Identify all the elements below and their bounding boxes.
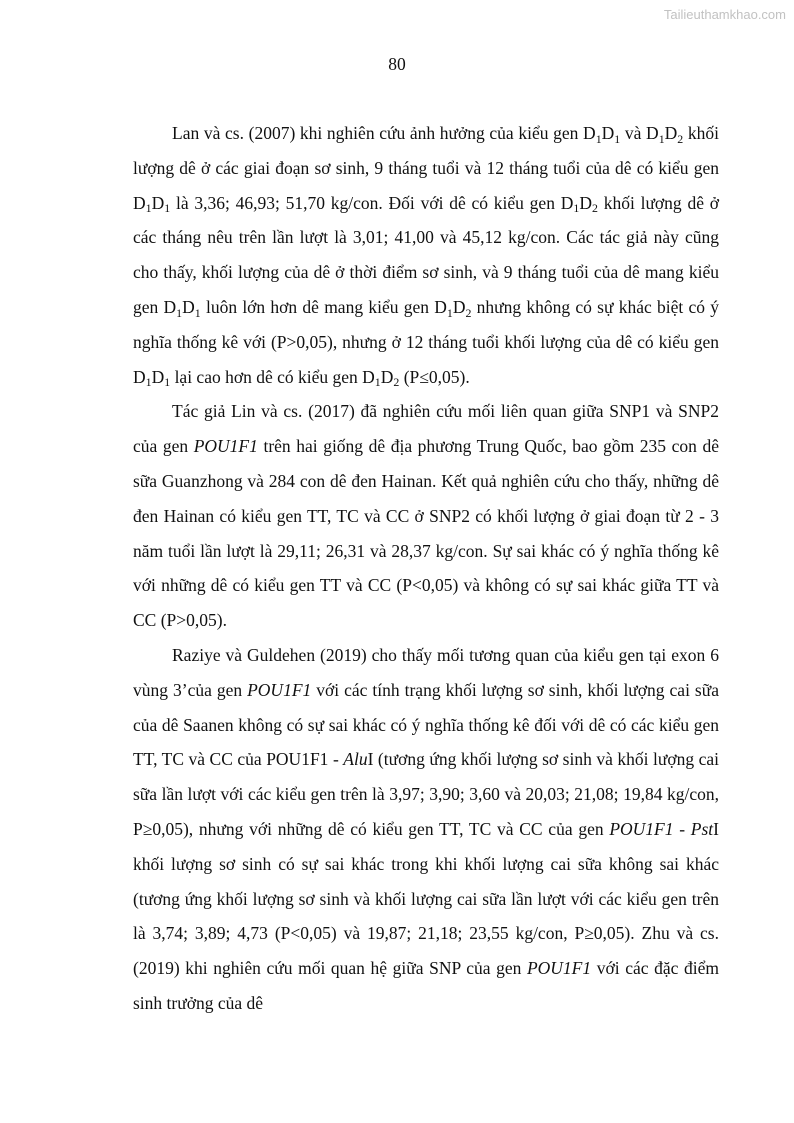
paragraph-2: Tác giả Lin và cs. (2017) đã nghiên cứu mối liên quan giữa SNP1 và SNP2 của gen POU1F1 trên hai giống dê địa phương Trung Quốc, bao gồm 235 con dê sữa Guanzhong và 284 con dê đen Hainan. Kết quả nghiên cứu cho thấy, những dê đen Hainan có kiểu gen TT, TC và CC ở SNP2 có khối lượng ở giai đoạn từ 2 - 3 năm tuổi lần lượt là 29,11; 26,31 và 28,37 kg/con. Sự sai khác có ý nghĩa thống kê với những dê có kiểu gen TT và CC (P<0,05) và không có sự sai khác giữa TT và CC (P>0,05). [133, 401, 719, 631]
gene-enzyme-name: POU1F1 - Pst [609, 818, 714, 839]
page-number: 80 [388, 54, 406, 74]
gene-name: POU1F1 [193, 436, 258, 457]
gene-name: POU1F1 [526, 958, 592, 979]
body-text [133, 116, 719, 1021]
paragraph-3: Raziye và Guldehen (2019) cho thấy mối tương quan của kiểu gen tại exon 6 vùng 3’của gen POU1F1 với các tính trạng khối lượng sơ sinh, khối lượng cai sữa của dê Saanen không có sự sai khác có ý nghĩa thống kê đối với dê có các kiểu gen TT, TC và CC của POU1F1 - AluI (tương ứng khối lượng sơ sinh và khối lượng cai sữa lần lượt với các kiểu gen trên là 3,97; 3,90; 3,60 và 20,03; 21,08; 19,84 kg/con, P≥0,05), nhưng với những dê có kiểu gen TT, TC và CC của gen POU1F1 - PstI khối lượng sơ sinh có sự sai khác trong khi khối lượng cai sữa không sai khác (tương ứng khối lượng sơ sinh và khối lượng cai sữa lần lượt với các kiểu gen trên là 3,74; 3,89; 4,73 (P<0,05) và 19,87; 21,18; 23,55 kg/con, P≥0,05). Zhu và cs. (2019) khi nghiên cứu mối quan hệ giữa SNP của gen POU1F1 với các đặc điểm sinh trưởng của dê [133, 644, 719, 1013]
watermark-text: Tailieuthamkhao.com [663, 7, 786, 22]
gene-name: POU1F1 [247, 679, 312, 700]
enzyme-name: Alu [343, 749, 368, 770]
paragraph-1: Lan và cs. (2007) khi nghiên cứu ảnh hưởng của kiểu gen $D_1D_1$ và $D_1D_2$ khối lượng dê ở các giai đoạn sơ sinh, 9 tháng tuổi và 12 tháng tuổi của dê có kiểu gen $D_1D_1$ là 3,36; 46,93; 51,70 kg/con. Đối với dê có kiểu gen $D_1D_2$ khối lượng dê ở các tháng nêu trên lần lượt là 3,01; 41,00 và 45,12 kg/con. Các tác giả này cũng cho thấy, khối lượng của dê ở thời điểm sơ sinh, và 9 tháng tuổi của dê mang kiểu gen $D_1D_1$ luôn lớn hơn dê mang kiểu gen $D_1D_2$ nhưng không có sự khác biệt có ý nghĩa thống kê với (P>0,05), nhưng ở 12 tháng tuổi khối lượng của dê có kiểu gen $D_1D_1$ lại cao hơn dê có kiểu gen $D_1D_2$ (P≤0,05). [133, 123, 720, 390]
